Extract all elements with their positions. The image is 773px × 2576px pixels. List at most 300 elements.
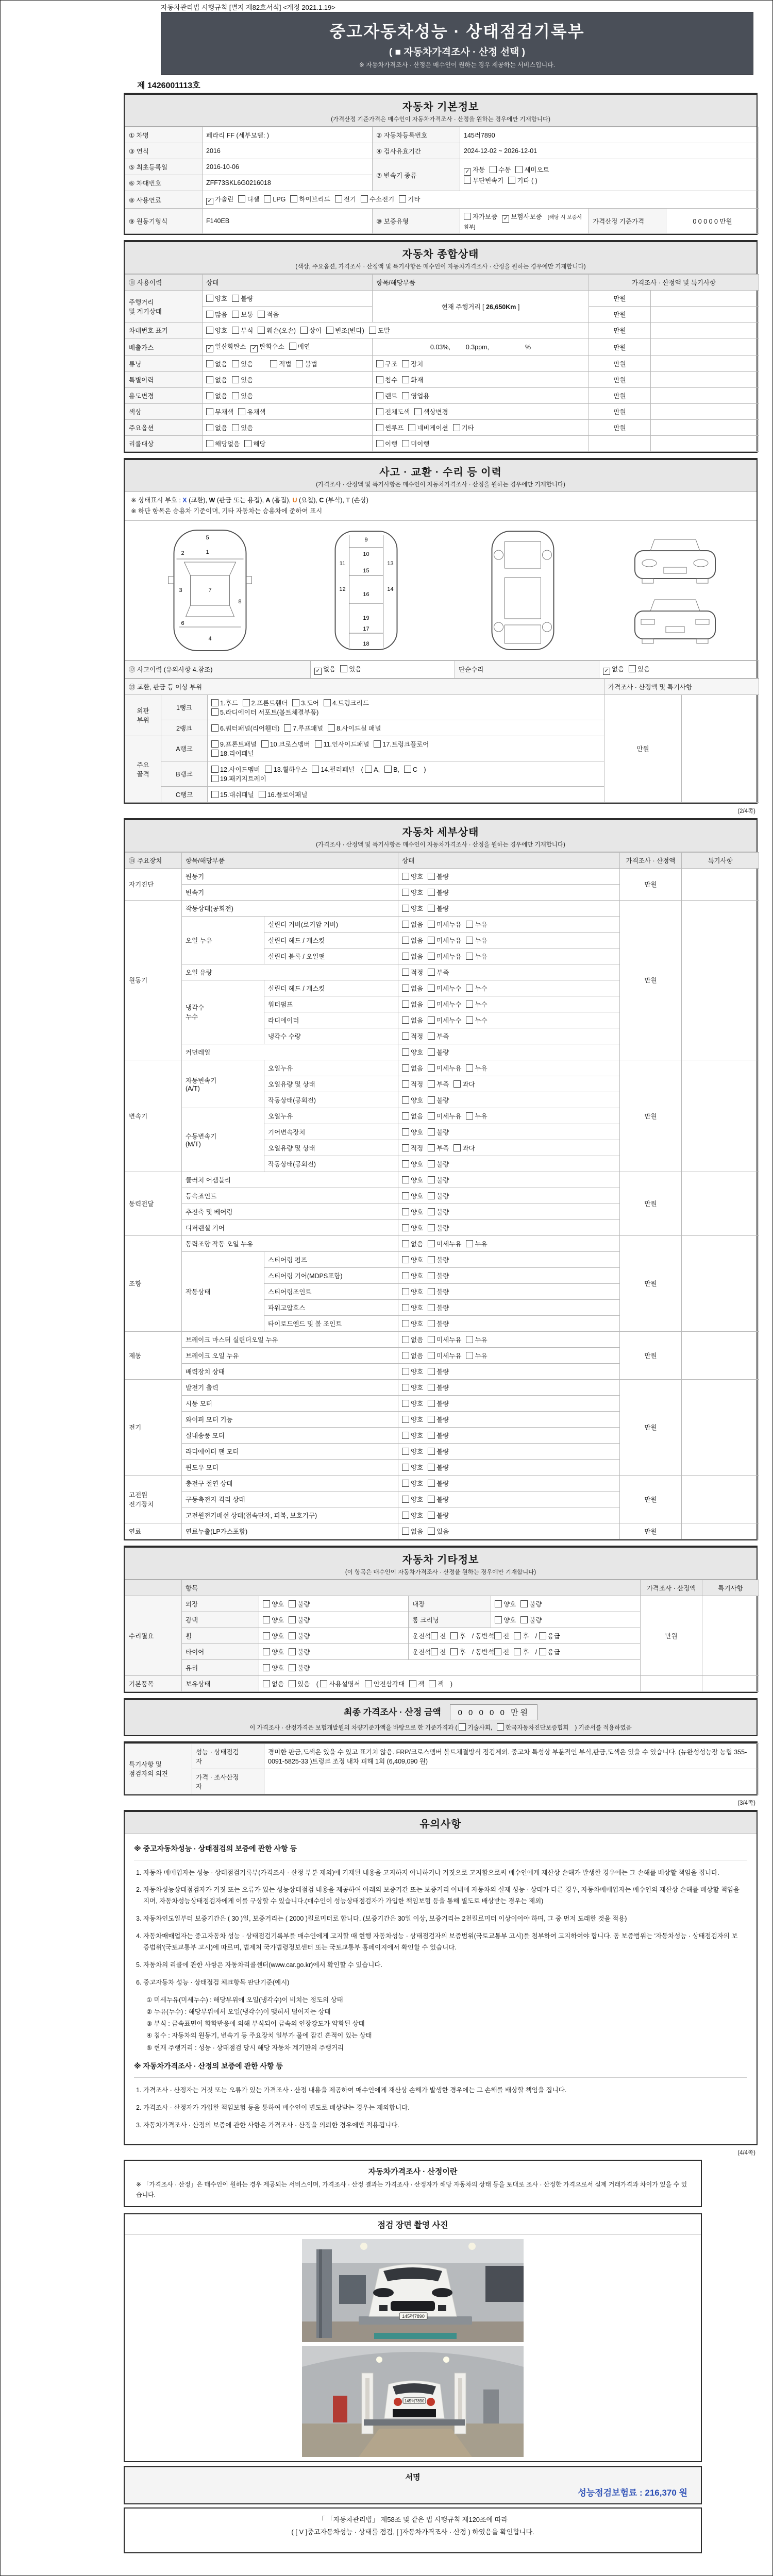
checkbox-option[interactable] (402, 1063, 423, 1073)
checkbox-icon[interactable] (402, 1352, 409, 1359)
checkbox-option[interactable] (459, 1723, 492, 1732)
checkbox-icon[interactable] (428, 905, 435, 912)
checkbox-option[interactable] (494, 1647, 509, 1656)
checkbox-icon[interactable] (429, 1680, 436, 1687)
checkbox-option[interactable] (402, 1399, 423, 1408)
checkbox-option[interactable] (402, 1415, 423, 1424)
checkbox-option[interactable] (374, 739, 429, 749)
checkbox-icon[interactable] (428, 953, 435, 960)
checkbox-option[interactable] (428, 1031, 449, 1041)
checkbox-icon[interactable] (402, 1032, 409, 1040)
checkbox-option[interactable] (453, 1143, 475, 1153)
checkbox-icon[interactable] (402, 889, 409, 896)
checkbox-icon[interactable] (263, 1648, 270, 1655)
checkbox-option[interactable] (206, 194, 233, 205)
checkbox-option[interactable] (629, 664, 650, 673)
checkbox-icon[interactable] (402, 1016, 409, 1024)
checkbox-icon[interactable] (428, 1080, 435, 1088)
checkbox-icon[interactable] (402, 1384, 409, 1391)
checkbox-icon[interactable] (428, 1160, 435, 1167)
checkbox-option[interactable] (264, 195, 285, 203)
checkbox-icon[interactable] (428, 1384, 435, 1391)
checkbox-icon[interactable] (402, 1336, 409, 1343)
checkbox-icon[interactable] (206, 424, 213, 431)
checkbox-icon[interactable] (206, 440, 213, 447)
checkbox-icon[interactable] (206, 327, 213, 334)
checkbox-option[interactable] (466, 920, 487, 929)
checkbox-icon[interactable] (428, 1208, 435, 1215)
checkbox-icon[interactable] (232, 295, 239, 302)
checkbox-icon[interactable] (365, 766, 372, 773)
checkbox-option[interactable] (361, 194, 394, 204)
checkbox-icon[interactable] (466, 921, 473, 928)
checkbox-option[interactable] (365, 1679, 405, 1688)
checkbox-icon[interactable] (402, 921, 409, 928)
checkbox-option[interactable] (603, 664, 624, 675)
checkbox-option[interactable] (324, 698, 369, 707)
checkbox-icon[interactable] (466, 937, 473, 944)
checkbox-icon[interactable] (539, 1648, 546, 1655)
checkbox-icon[interactable] (402, 1048, 409, 1056)
checkbox-option[interactable] (402, 1143, 423, 1153)
checkbox-icon[interactable] (263, 1616, 270, 1623)
checkbox-icon[interactable] (206, 295, 213, 302)
checkbox-option[interactable] (258, 326, 296, 335)
checkbox-option[interactable] (428, 1111, 461, 1121)
checkbox-option[interactable] (402, 1047, 423, 1057)
checkbox-icon[interactable] (464, 213, 471, 220)
checkbox-icon[interactable] (431, 1632, 438, 1639)
checkbox-icon[interactable] (402, 1400, 409, 1407)
checkbox-option[interactable] (402, 375, 423, 384)
checkbox-icon[interactable] (428, 1016, 435, 1024)
checkbox-icon[interactable] (258, 311, 265, 318)
checkbox-option[interactable] (404, 766, 417, 773)
checkbox-option[interactable] (520, 1599, 542, 1608)
checkbox-option[interactable] (428, 920, 461, 929)
checkbox-option[interactable] (263, 1679, 284, 1688)
checkbox-option[interactable] (244, 439, 265, 448)
checkbox-option[interactable] (376, 391, 397, 400)
checkbox-option[interactable] (402, 1159, 423, 1168)
checkbox-icon[interactable] (428, 1176, 435, 1183)
checkbox-icon[interactable] (428, 1128, 435, 1136)
checkbox-icon[interactable] (428, 1320, 435, 1327)
checkbox-option[interactable] (402, 920, 423, 929)
checkbox-option[interactable] (402, 1015, 423, 1025)
checkbox-icon[interactable] (629, 665, 636, 672)
checkbox-icon[interactable] (402, 1176, 409, 1183)
checkbox-icon[interactable] (402, 905, 409, 912)
checkbox-option[interactable] (402, 439, 429, 448)
checkbox-option[interactable] (211, 749, 254, 758)
checkbox-icon[interactable] (520, 1600, 528, 1607)
checkbox-icon[interactable] (290, 195, 297, 202)
checkbox-icon[interactable] (289, 1664, 296, 1671)
checkbox-option[interactable] (402, 936, 423, 945)
checkbox-icon[interactable] (402, 1304, 409, 1311)
checkbox-icon[interactable] (289, 1616, 296, 1623)
checkbox-option[interactable] (211, 765, 260, 774)
checkbox-icon[interactable] (402, 1192, 409, 1199)
checkbox-option[interactable] (402, 888, 423, 897)
checkbox-option[interactable] (399, 194, 420, 204)
checkbox-option[interactable] (490, 165, 511, 174)
checkbox-option[interactable] (296, 359, 317, 368)
checkbox-option[interactable] (428, 984, 461, 993)
checkbox-icon[interactable] (206, 360, 213, 367)
checkbox-icon[interactable] (428, 921, 435, 928)
checkbox-icon[interactable] (494, 1632, 501, 1639)
checkbox-icon[interactable] (428, 1352, 435, 1359)
checkbox-icon[interactable] (211, 699, 219, 706)
checkbox-option[interactable] (340, 664, 361, 673)
checkbox-icon[interactable] (402, 1224, 409, 1231)
checkbox-option[interactable] (428, 1399, 449, 1408)
checkbox-icon[interactable] (402, 873, 409, 880)
checkbox-icon[interactable] (428, 1368, 435, 1375)
checkbox-option[interactable] (402, 968, 423, 977)
checkbox-option[interactable] (466, 1111, 487, 1121)
checkbox-option[interactable] (428, 1287, 449, 1296)
checkbox-option[interactable] (464, 212, 497, 221)
checkbox-option[interactable] (402, 999, 423, 1009)
checkbox-icon[interactable] (428, 969, 435, 976)
checkbox-option[interactable] (232, 375, 253, 384)
checkbox-option[interactable] (428, 1271, 449, 1280)
checkbox-option[interactable] (428, 1527, 449, 1536)
checkbox-icon[interactable] (408, 424, 415, 431)
checkbox-option[interactable] (428, 1495, 449, 1504)
checkbox-option[interactable] (409, 1679, 424, 1688)
checkbox-option[interactable] (428, 1303, 449, 1312)
checkbox-option[interactable] (326, 326, 364, 335)
checkbox-option[interactable] (466, 984, 487, 993)
checkbox-option[interactable] (402, 1335, 423, 1344)
checkbox-icon[interactable] (428, 1432, 435, 1439)
checkbox-option[interactable] (232, 326, 253, 335)
checkbox-icon[interactable] (402, 1112, 409, 1120)
checkbox-icon[interactable] (402, 1080, 409, 1088)
checkbox-icon[interactable] (466, 1240, 473, 1247)
checkbox-option[interactable] (232, 310, 253, 319)
checkbox-icon[interactable] (402, 1064, 409, 1072)
checkbox-icon[interactable] (232, 392, 239, 399)
checkbox-option[interactable] (428, 1463, 449, 1472)
checkbox-icon[interactable] (453, 1080, 461, 1088)
checkbox-icon[interactable] (335, 195, 342, 202)
checkbox-icon[interactable] (232, 360, 239, 367)
checkbox-option[interactable] (328, 723, 381, 733)
checkbox-option[interactable] (289, 1599, 310, 1608)
checkbox-option[interactable] (428, 1479, 449, 1488)
checkbox-option[interactable] (466, 1063, 487, 1073)
checkbox-icon[interactable] (206, 408, 213, 415)
checkbox-option[interactable] (315, 739, 369, 749)
checkbox-icon[interactable] (340, 665, 347, 672)
checkbox-icon[interactable] (238, 408, 245, 415)
checkbox-icon[interactable] (494, 1648, 501, 1655)
checkbox-option[interactable] (238, 407, 265, 416)
checkbox-option[interactable] (402, 1127, 423, 1137)
checkbox-option[interactable] (428, 1047, 449, 1057)
checkbox-icon[interactable] (211, 750, 219, 757)
checkbox-option[interactable] (289, 1647, 310, 1656)
checkbox-icon[interactable] (244, 440, 251, 447)
checkbox-icon[interactable] (450, 1632, 458, 1639)
checkbox-option[interactable] (466, 1335, 487, 1344)
checkbox-option[interactable] (402, 1431, 423, 1440)
checkbox-option[interactable] (211, 774, 266, 783)
checkbox-option[interactable] (263, 1663, 284, 1672)
checkbox-option[interactable] (206, 359, 227, 368)
checkbox-icon[interactable] (259, 791, 266, 798)
checkbox-icon[interactable] (211, 791, 219, 798)
checkbox-option[interactable] (402, 391, 429, 400)
checkbox-icon[interactable] (263, 1600, 270, 1607)
checkbox-option[interactable] (232, 359, 253, 368)
checkbox-option[interactable] (232, 423, 253, 432)
checkbox-option[interactable] (466, 952, 487, 961)
checkbox-option[interactable] (384, 766, 399, 773)
checkbox-option[interactable] (428, 968, 449, 977)
checkbox-option[interactable] (402, 1527, 423, 1536)
checkbox-icon[interactable] (289, 1680, 296, 1687)
checkbox-option[interactable] (428, 1127, 449, 1137)
checkbox-option[interactable] (428, 1511, 449, 1520)
checkbox-icon[interactable] (263, 1680, 270, 1687)
checkbox-option[interactable] (464, 176, 503, 185)
checkbox-icon[interactable] (428, 1032, 435, 1040)
checkbox-option[interactable] (258, 310, 279, 319)
checkbox-icon[interactable] (270, 360, 277, 367)
checkbox-icon[interactable] (264, 195, 271, 202)
checkbox-option[interactable] (450, 1631, 465, 1640)
checkbox-icon[interactable] (402, 1368, 409, 1375)
checkbox-option[interactable] (292, 698, 319, 707)
checkbox-option[interactable] (453, 1079, 475, 1089)
checkbox-option[interactable] (466, 1015, 487, 1025)
checked-checkbox-icon[interactable]: ✓ (206, 345, 213, 352)
checkbox-icon[interactable] (428, 1464, 435, 1471)
checkbox-option[interactable] (515, 165, 549, 174)
checkbox-icon[interactable] (402, 985, 409, 992)
checkbox-icon[interactable] (312, 766, 319, 773)
checkbox-option[interactable] (206, 294, 227, 303)
checkbox-icon[interactable] (428, 1144, 435, 1151)
checkbox-icon[interactable] (206, 392, 213, 399)
checkbox-icon[interactable] (402, 1288, 409, 1295)
checkbox-option[interactable] (335, 194, 356, 204)
checkbox-option[interactable] (402, 359, 423, 368)
checkbox-option[interactable] (466, 1239, 487, 1248)
checkbox-icon[interactable] (402, 1528, 409, 1535)
checkbox-option[interactable] (431, 1631, 446, 1640)
checkbox-option[interactable] (376, 375, 397, 384)
checkbox-icon[interactable] (232, 376, 239, 383)
checkbox-icon[interactable] (466, 1064, 473, 1072)
checkbox-icon[interactable] (428, 1240, 435, 1247)
checkbox-icon[interactable] (402, 1240, 409, 1247)
checkbox-icon[interactable] (508, 177, 515, 184)
checkbox-option[interactable] (290, 194, 330, 204)
checkbox-icon[interactable] (402, 1496, 409, 1503)
checkbox-option[interactable] (402, 1351, 423, 1360)
checkbox-option[interactable] (206, 439, 240, 448)
checkbox-option[interactable] (289, 342, 310, 351)
checkbox-option[interactable] (402, 872, 423, 881)
checkbox-icon[interactable] (369, 327, 376, 334)
checkbox-option[interactable] (514, 1631, 529, 1640)
checkbox-option[interactable] (402, 1319, 423, 1328)
checkbox-icon[interactable] (258, 327, 265, 334)
checkbox-option[interactable] (402, 1239, 423, 1248)
checkbox-icon[interactable] (376, 360, 383, 367)
checkbox-option[interactable] (402, 1095, 423, 1105)
checkbox-icon[interactable] (211, 775, 219, 782)
checkbox-icon[interactable] (428, 1336, 435, 1343)
checkbox-option[interactable] (263, 1615, 284, 1624)
checked-checkbox-icon[interactable]: ✓ (464, 168, 471, 176)
checkbox-option[interactable] (494, 1631, 509, 1640)
checkbox-icon[interactable] (428, 1416, 435, 1423)
checkbox-option[interactable] (211, 707, 318, 717)
checkbox-option[interactable] (259, 790, 308, 799)
checkbox-icon[interactable] (539, 1632, 546, 1639)
checkbox-icon[interactable] (402, 1256, 409, 1263)
checkbox-option[interactable] (232, 391, 253, 400)
checkbox-option[interactable] (402, 1479, 423, 1488)
checkbox-option[interactable] (206, 326, 227, 335)
checkbox-option[interactable] (428, 936, 461, 945)
checkbox-icon[interactable] (402, 1464, 409, 1471)
checkbox-option[interactable] (402, 1255, 423, 1264)
checked-checkbox-icon[interactable]: ✓ (603, 668, 610, 675)
checkbox-icon[interactable] (515, 166, 523, 173)
checkbox-option[interactable] (211, 739, 257, 749)
checkbox-icon[interactable] (402, 1512, 409, 1519)
checkbox-option[interactable] (243, 698, 288, 707)
checkbox-icon[interactable] (497, 1723, 504, 1731)
checkbox-option[interactable] (402, 1223, 423, 1232)
checkbox-option[interactable] (211, 698, 238, 707)
checkbox-option[interactable] (206, 423, 227, 432)
checkbox-option[interactable] (289, 1631, 310, 1640)
checkbox-icon[interactable] (402, 1001, 409, 1008)
checkbox-icon[interactable] (300, 327, 308, 334)
checkbox-icon[interactable] (261, 740, 268, 748)
checkbox-icon[interactable] (289, 1632, 296, 1639)
checkbox-option[interactable] (369, 326, 390, 335)
checkbox-option[interactable] (539, 1631, 560, 1640)
checkbox-option[interactable] (408, 423, 448, 432)
checkbox-icon[interactable] (315, 740, 322, 748)
checkbox-icon[interactable] (466, 1112, 473, 1120)
checkbox-option[interactable] (450, 1647, 465, 1656)
checkbox-icon[interactable] (428, 985, 435, 992)
checkbox-icon[interactable] (459, 1723, 466, 1731)
checkbox-option[interactable] (206, 391, 227, 400)
checkbox-option[interactable] (211, 723, 279, 733)
checkbox-option[interactable] (428, 1367, 449, 1376)
checkbox-option[interactable] (402, 1271, 423, 1280)
checkbox-option[interactable] (211, 790, 254, 799)
checkbox-option[interactable] (402, 1511, 423, 1520)
checkbox-option[interactable] (428, 1255, 449, 1264)
checkbox-option[interactable] (376, 423, 404, 432)
checkbox-option[interactable] (520, 1615, 542, 1624)
checkbox-option[interactable] (428, 1223, 449, 1232)
checkbox-icon[interactable] (320, 1680, 327, 1687)
checkbox-icon[interactable] (289, 343, 296, 350)
checkbox-icon[interactable] (428, 1448, 435, 1455)
checkbox-icon[interactable] (428, 1256, 435, 1263)
checkbox-option[interactable] (402, 1303, 423, 1312)
checkbox-icon[interactable] (365, 1680, 372, 1687)
checkbox-icon[interactable] (450, 1648, 458, 1655)
checkbox-icon[interactable] (402, 376, 409, 383)
checkbox-option[interactable] (402, 1287, 423, 1296)
checkbox-option[interactable] (402, 904, 423, 913)
checkbox-icon[interactable] (376, 424, 383, 431)
checkbox-option[interactable] (263, 1599, 284, 1608)
checkbox-icon[interactable] (402, 1208, 409, 1215)
checkbox-option[interactable] (514, 1647, 529, 1656)
checkbox-icon[interactable] (402, 937, 409, 944)
checkbox-option[interactable] (402, 1367, 423, 1376)
checkbox-option[interactable] (414, 407, 448, 416)
checkbox-icon[interactable] (326, 327, 333, 334)
checkbox-option[interactable] (431, 1647, 446, 1656)
checkbox-icon[interactable] (428, 1496, 435, 1503)
checkbox-icon[interactable] (428, 1064, 435, 1072)
checkbox-option[interactable] (428, 1207, 449, 1216)
checkbox-icon[interactable] (428, 1224, 435, 1231)
checkbox-option[interactable] (314, 664, 335, 675)
checkbox-icon[interactable] (428, 889, 435, 896)
checkbox-icon[interactable] (402, 953, 409, 960)
checked-checkbox-icon[interactable]: ✓ (502, 215, 509, 223)
checkbox-icon[interactable] (514, 1632, 521, 1639)
checkbox-option[interactable] (376, 439, 397, 448)
checkbox-option[interactable] (402, 1383, 423, 1392)
checkbox-icon[interactable] (466, 1336, 473, 1343)
checkbox-option[interactable] (428, 1319, 449, 1328)
checkbox-option[interactable] (289, 1663, 310, 1672)
checkbox-option[interactable] (402, 1495, 423, 1504)
checkbox-option[interactable] (428, 1015, 461, 1025)
checkbox-icon[interactable] (328, 724, 335, 732)
checkbox-icon[interactable] (428, 1528, 435, 1535)
checkbox-icon[interactable] (399, 195, 406, 202)
checkbox-icon[interactable] (292, 699, 299, 706)
checkbox-icon[interactable] (495, 1616, 502, 1623)
checkbox-option[interactable] (365, 766, 380, 773)
checkbox-icon[interactable] (428, 1192, 435, 1199)
checkbox-icon[interactable] (466, 985, 473, 992)
checkbox-option[interactable] (428, 888, 449, 897)
checkbox-icon[interactable] (428, 1400, 435, 1407)
checkbox-icon[interactable] (376, 440, 383, 447)
checkbox-icon[interactable] (428, 1480, 435, 1487)
checkbox-option[interactable] (539, 1647, 560, 1656)
checkbox-option[interactable] (428, 1335, 461, 1344)
checkbox-icon[interactable] (428, 1272, 435, 1279)
checkbox-option[interactable] (206, 407, 233, 416)
checkbox-icon[interactable] (402, 1432, 409, 1439)
checkbox-icon[interactable] (402, 1480, 409, 1487)
checkbox-icon[interactable] (414, 408, 422, 415)
